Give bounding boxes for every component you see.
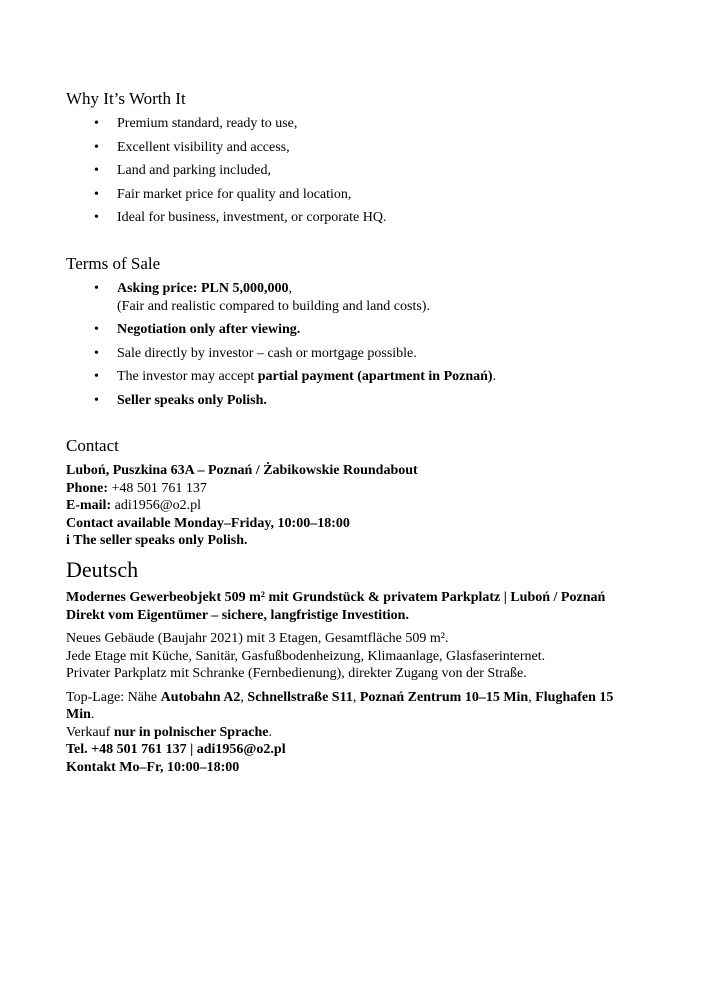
list-item: • Land and parking included,	[117, 162, 641, 180]
list-item: • Ideal for business, investment, or corporate HQ.	[117, 209, 641, 227]
why-benefits-list	[66, 115, 641, 227]
german-contact-line: Tel. +48 501 761 137 | adi1956@o2.pl	[66, 742, 286, 758]
list-item: • Excellent visibility and access,	[117, 139, 641, 157]
list-item: • Asking price: PLN 5,000,000, (Fair and realistic compared to building and land costs).	[117, 280, 641, 315]
list-item: • The investor may accept partial payment (apartment in Poznań).	[117, 368, 641, 386]
german-floor-line: Jede Etage mit Küche, Sanitär, Gasfußbodenheizung, Klimaanlage, Glasfaserinternet.	[66, 648, 546, 664]
list-item: • Seller speaks only Polish.	[117, 392, 641, 410]
section-heading-terms-of-sale: Terms of Sale	[66, 253, 161, 273]
german-location-line: Top-Lage: Nähe Autobahn A2, Schnellstraße S11, Poznań Zentrum 10–15 Min, Flughafen 15 Min.	[66, 689, 614, 723]
section-heading-deutsch: Deutsch	[66, 556, 139, 582]
section-heading-contact: Contact	[66, 436, 119, 455]
german-title-line: Modernes Gewerbeobjekt 509 m² mit Grundstück & privatem Parkplatz | Luboń / Poznań	[66, 590, 606, 606]
contact-availability: Contact available Monday–Friday, 10:00–18:00	[66, 515, 350, 531]
contact-language-note: i The seller speaks only Polish.	[66, 533, 248, 549]
contact-email: E-mail: adi1956@o2.pl	[66, 498, 201, 514]
contact-block	[66, 462, 641, 550]
list-item: • Sale directly by investor – cash or mortgage possible.	[117, 345, 641, 363]
german-location-block	[66, 689, 641, 777]
german-building-line: Neues Gebäude (Baujahr 2021) mit 3 Etagen, Gesamtfläche 509 m².	[66, 631, 449, 647]
german-language-line: Verkauf nur in polnischer Sprache.	[66, 724, 272, 740]
list-item: • Fair market price for quality and location,	[117, 186, 641, 204]
section-heading-why-its-worth-it: Why It’s Worth It	[66, 89, 186, 108]
german-hours-line: Kontakt Mo–Fr, 10:00–18:00	[66, 759, 240, 775]
list-item: • Negotiation only after viewing.	[117, 321, 641, 339]
contact-address: Luboń, Puszkina 63A – Poznań / Żabikowskie Roundabout	[66, 463, 418, 479]
german-parking-line: Privater Parkplatz mit Schranke (Fernbedienung), direkter Zugang von der Straße.	[66, 666, 527, 682]
list-item: • Premium standard, ready to use,	[117, 115, 641, 133]
german-details-block	[66, 630, 641, 683]
terms-of-sale-list	[66, 280, 641, 409]
contact-phone: Phone: +48 501 761 137	[66, 480, 207, 496]
german-intro-block	[66, 589, 641, 624]
german-subtitle-line: Direkt vom Eigentümer – sichere, langfristige Investition.	[66, 607, 409, 623]
